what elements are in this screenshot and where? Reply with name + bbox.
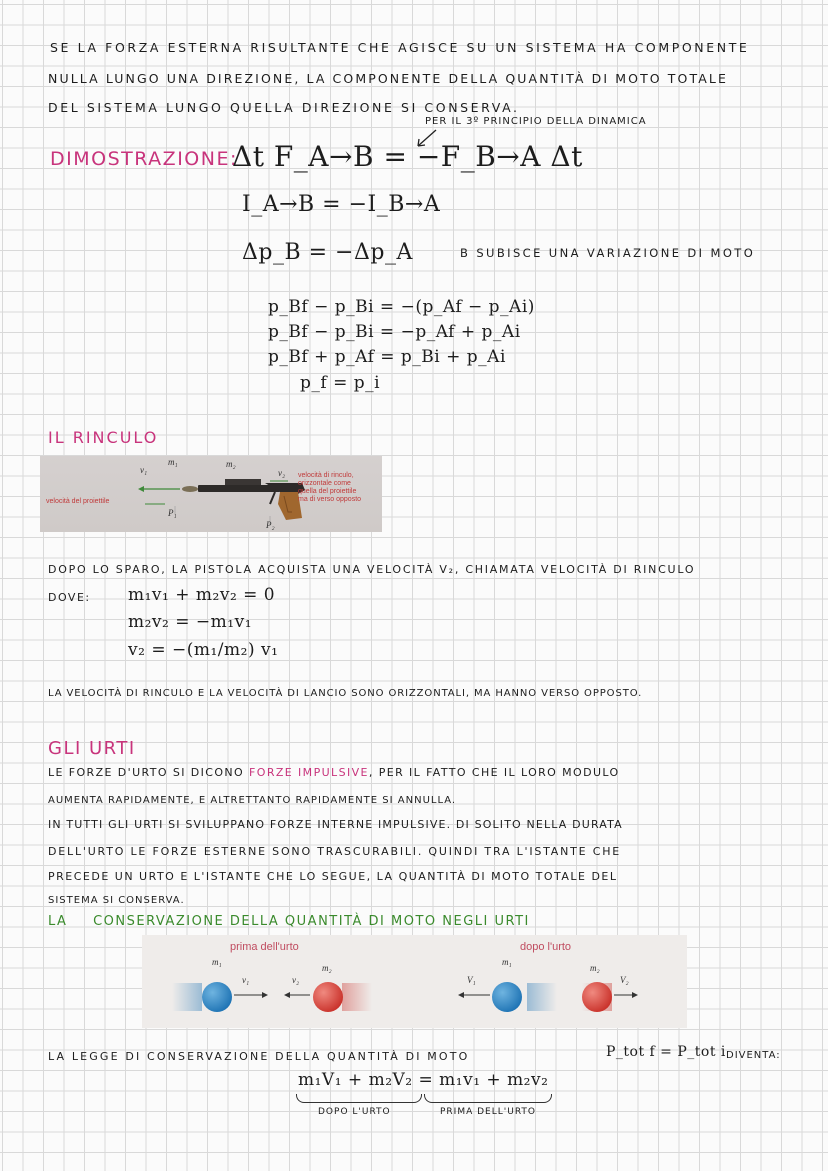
collision-V1-after: V₁ [467,975,476,985]
collision-m1-after: m₁ [502,957,512,967]
intro-note: PER IL 3º PRINCIPIO DELLA DINAMICA [425,116,647,127]
collisions-title: GLI URTI [48,738,136,759]
after-brace [296,1094,422,1103]
recoil-label-p1: P₁ [168,508,177,518]
collisions-p1-highlight: FORZE IMPULSIVE [249,766,369,779]
recoil-caption-right-1: velocità di rinculo, [298,472,354,479]
recoil-eq-3: v₂ = −(m₁/m₂) v₁ [128,640,279,660]
gun-barrel [198,485,280,492]
collisions-p2-line-1: IN TUTTI GLI URTI SI SVILUPPANO FORZE INTERNE IMPULSIVE. DI SOLITO NELLA DURATA [48,818,623,831]
recoil-caption-right-3: quella del proiettile [298,488,357,495]
collisions-subtitle-text: CONSERVAZIONE DELLA QUANTITÀ DI MOTO NEGLI URTI [93,914,530,929]
collisions-p2-line-2: DELL'URTO LE FORZE ESTERNE SONO TRASCURABILI. QUINDI TRA L'ISTANTE CHE [48,845,622,858]
recoil-line-1: DOPO LO SPARO, LA PISTOLA ACQUISTA UNA VELOCITÀ V₂, CHIAMATA VELOCITÀ DI RINCULO [48,563,696,576]
collisions-p1-line-2: AUMENTA RAPIDAMENTE, E ALTRETTANTO RAPIDAMENTE SI ANNULLA. [48,795,457,806]
recoil-label-m2: m₂ [226,459,236,469]
recoil-conclusion: LA VELOCITÀ DI RINCULO E LA VELOCITÀ DI LANCIO SONO ORIZZONTALI, MA HANNO VERSO OPPOSTO. [48,688,643,699]
collisions-law-diventa: DIVENTA: [726,1050,781,1061]
collisions-p1 [48,766,620,779]
after-label: DOPO L'URTO [318,1107,391,1117]
collisions-law-eq-inline: P_tot f = P_tot i [606,1044,726,1060]
recoil-dove: DOVE: [48,591,91,604]
proof-eq-3: Δp_B = −Δp_A [242,240,413,265]
bullet-shape [182,486,198,492]
recoil-caption-right-2: orizzontale come [298,480,351,487]
collisions-p1-a: LE FORZE D'URTO SI DICONO [48,766,245,779]
proof-eq-4: p_Bf − p_Bi = −(p_Af − p_Ai) [268,297,535,317]
proof-label: DIMOSTRAZIONE: [50,148,238,170]
ball-2-after [582,982,612,1012]
ball-1-after [492,982,522,1012]
proof-eq-7: p_f = p_i [300,373,381,393]
collision-figure [142,935,687,1028]
recoil-title: IL RINCULO [48,428,159,447]
collision-m1-before: m₁ [212,957,222,967]
proof-eq-6: p_Bf + p_Af = p_Bi + p_Ai [268,347,506,367]
proof-eq-2: I_A→B = −I_B→A [242,192,441,217]
recoil-figure [40,456,382,532]
collision-before-label: prima dell'urto [230,941,299,953]
collisions-law-line: LA LEGGE DI CONSERVAZIONE DELLA QUANTITÀ DI MOTO [48,1050,470,1063]
recoil-label-v2: v₂ [278,468,286,478]
collision-v2-before: v₂ [292,975,300,985]
collision-m2-after: m₂ [590,963,600,973]
collision-v1-before: v₁ [242,975,250,985]
recoil-label-m1: m₁ [168,457,178,467]
ball-1-before [202,982,232,1012]
collisions-final-eq: m₁V₁ + m₂V₂ = m₁v₁ + m₂v₂ [298,1070,549,1090]
recoil-label-v1: v₁ [140,465,148,475]
recoil-label-p2: P₂ [266,520,275,530]
intro-line-2: NULLA LUNGO UNA DIREZIONE, LA COMPONENTE DELLA QUANTITÀ DI MOTO TOTALE [48,71,728,86]
collisions-subtitle-la: LA [48,914,68,929]
proof-eq-3-note: B SUBISCE UNA VARIAZIONE DI MOTO [460,246,756,260]
intro-line-1: SE LA FORZA ESTERNA RISULTANTE CHE AGISCE SU UN SISTEMA HA COMPONENTE [50,40,750,55]
recoil-caption-left: velocità del proiettile [46,498,110,505]
collision-diagram [142,935,687,1028]
proof-eq-5: p_Bf − p_Bi = −p_Af + p_Ai [268,322,521,342]
collisions-subtitle [48,914,530,929]
collisions-p2-line-4: SISTEMA SI CONSERVA. [48,895,185,906]
before-brace [424,1094,552,1103]
collisions-p2-line-3: PRECEDE UN URTO E L'ISTANTE CHE LO SEGUE, LA QUANTITÀ DI MOTO TOTALE DEL [48,870,618,883]
recoil-eq-2: m₂v₂ = −m₁v₁ [128,612,253,632]
recoil-caption-right-4: ma di verso opposto [298,496,362,503]
ball-2-before [313,982,343,1012]
collision-V2-after: V₂ [620,975,629,985]
intro-line-3: DEL SISTEMA LUNGO QUELLA DIREZIONE SI CONSERVA. [48,100,520,115]
proof-eq-1: Δt F_A→B = −F_B→A Δt [232,140,583,173]
recoil-eq-1: m₁v₁ + m₂v₂ = 0 [128,585,276,605]
collision-after-label: dopo l'urto [520,941,572,953]
before-label: PRIMA DELL'URTO [440,1107,537,1117]
collisions-p1-b: , PER IL FATTO CHE IL LORO MODULO [368,766,620,779]
collision-m2-before: m₂ [322,963,332,973]
